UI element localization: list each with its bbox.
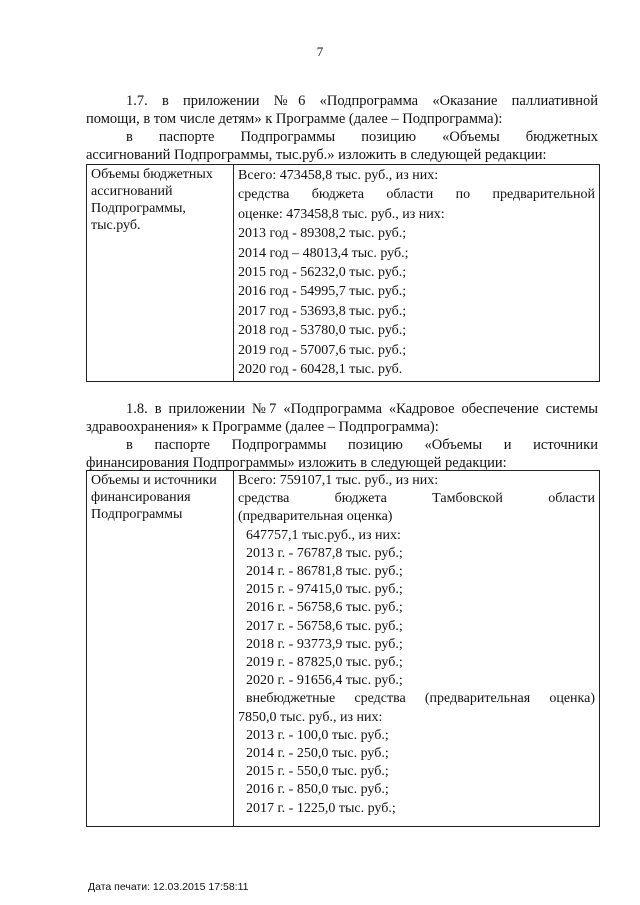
label-line: финансирования — [91, 490, 191, 505]
value-line: 2013 г. - 100,0 тыс. руб.; — [246, 727, 389, 743]
table-value-cell — [234, 471, 600, 827]
table-row — [87, 471, 600, 827]
value-line: (предварительная оценка) — [238, 509, 393, 525]
value-line: оценке: 473458,8 тыс. руб., из них: — [238, 206, 445, 222]
table-label-cell — [87, 471, 234, 827]
label-line: Подпрограммы, — [91, 201, 186, 216]
paragraph-line: 1.7. в приложении №6 «Подпрограмма «Оказание паллиативной — [126, 93, 598, 109]
value-line: Всего: 759107,1 тыс. руб., из них: — [238, 473, 439, 488]
value-line: средства бюджета области по предварительной — [238, 187, 595, 203]
label-line: Объемы и источники — [91, 473, 217, 488]
value-line: 2013 год - 89308,2 тыс. руб.; — [238, 226, 407, 242]
value-line: 2014 год – 48013,4 тыс. руб.; — [238, 245, 409, 261]
budget-table-subprogram-6 — [86, 164, 600, 382]
value-line: 2019 г. - 87825,0 тыс. руб.; — [246, 655, 403, 671]
label-line: ассигнований — [91, 184, 173, 199]
table-value-cell — [234, 165, 600, 382]
table-label-cell — [87, 165, 234, 382]
value-line: 2020 г. - 91656,4 тыс. руб.; — [246, 673, 403, 689]
value-line: 2013 г. - 76787,8 тыс. руб.; — [246, 545, 403, 561]
paragraph-line: ассигнований Подпрограммы, тыс.руб.» изложить в следующей редакции: — [86, 147, 547, 163]
value-line: 2018 г. - 93773,9 тыс. руб.; — [246, 636, 403, 652]
value-line: Всего: 473458,8 тыс. руб., из них: — [238, 168, 439, 183]
paragraph-line: здравоохранения» к Программе (далее – Подпрограмма): — [86, 419, 439, 435]
value-line: 2015 г. - 97415,0 тыс. руб.; — [246, 582, 403, 598]
label-line: тыс.руб. — [91, 218, 141, 233]
paragraph-line: 1.8. в приложении №7 «Подпрограмма «Кадровое обеспечение системы — [126, 401, 598, 417]
budget-table-subprogram-7 — [86, 470, 600, 827]
value-line: 2017 г. - 1225,0 тыс. руб.; — [246, 800, 396, 816]
value-line: 2016 г. - 56758,6 тыс. руб.; — [246, 600, 403, 616]
page-number: 7 — [316, 44, 324, 59]
value-line: 2016 г. - 850,0 тыс. руб.; — [246, 782, 389, 798]
value-line: 2014 г. - 250,0 тыс. руб.; — [246, 746, 389, 762]
value-line: 2014 г. - 86781,8 тыс. руб.; — [246, 564, 403, 580]
label-line: Подпрограммы — [91, 507, 183, 522]
value-line: средства бюджета Тамбовской области — [238, 491, 595, 507]
value-line: 2017 г. - 56758,6 тыс. руб.; — [246, 618, 403, 634]
paragraph-line: помощи, в том числе детям» к Программе (далее – Подпрограмма): — [86, 111, 503, 127]
value-line: 2018 год - 53780,0 тыс. руб.; — [238, 323, 407, 339]
table-row — [87, 165, 600, 382]
value-line: 2016 год - 54995,7 тыс. руб.; — [238, 284, 407, 300]
value-line: 7850,0 тыс. руб., из них: — [238, 709, 383, 725]
value-line: внебюджетные средства (предварительная оценка) — [246, 691, 595, 707]
value-line: 2017 год - 53693,8 тыс. руб.; — [238, 303, 407, 319]
value-line: 2015 г. - 550,0 тыс. руб.; — [246, 764, 389, 780]
value-line: 647757,1 тыс.руб., из них: — [246, 527, 401, 543]
value-line: 2020 год - 60428,1 тыс. руб. — [238, 362, 403, 378]
value-line: 2015 год - 56232,0 тыс. руб.; — [238, 265, 407, 281]
paragraph-line: в паспорте Подпрограммы позицию «Объемы и источники — [126, 437, 598, 453]
label-line: Объемы бюджетных — [91, 167, 213, 182]
value-line: 2019 год - 57007,6 тыс. руб.; — [238, 342, 407, 358]
paragraph-line: финансирования Подпрограммы» изложить в следующей редакции: — [86, 455, 507, 471]
paragraph-line: в паспорте Подпрограммы позицию «Объемы бюджетных — [126, 129, 598, 145]
print-date-footer: Дата печати: 12.03.2015 17:58:11 — [88, 881, 249, 893]
